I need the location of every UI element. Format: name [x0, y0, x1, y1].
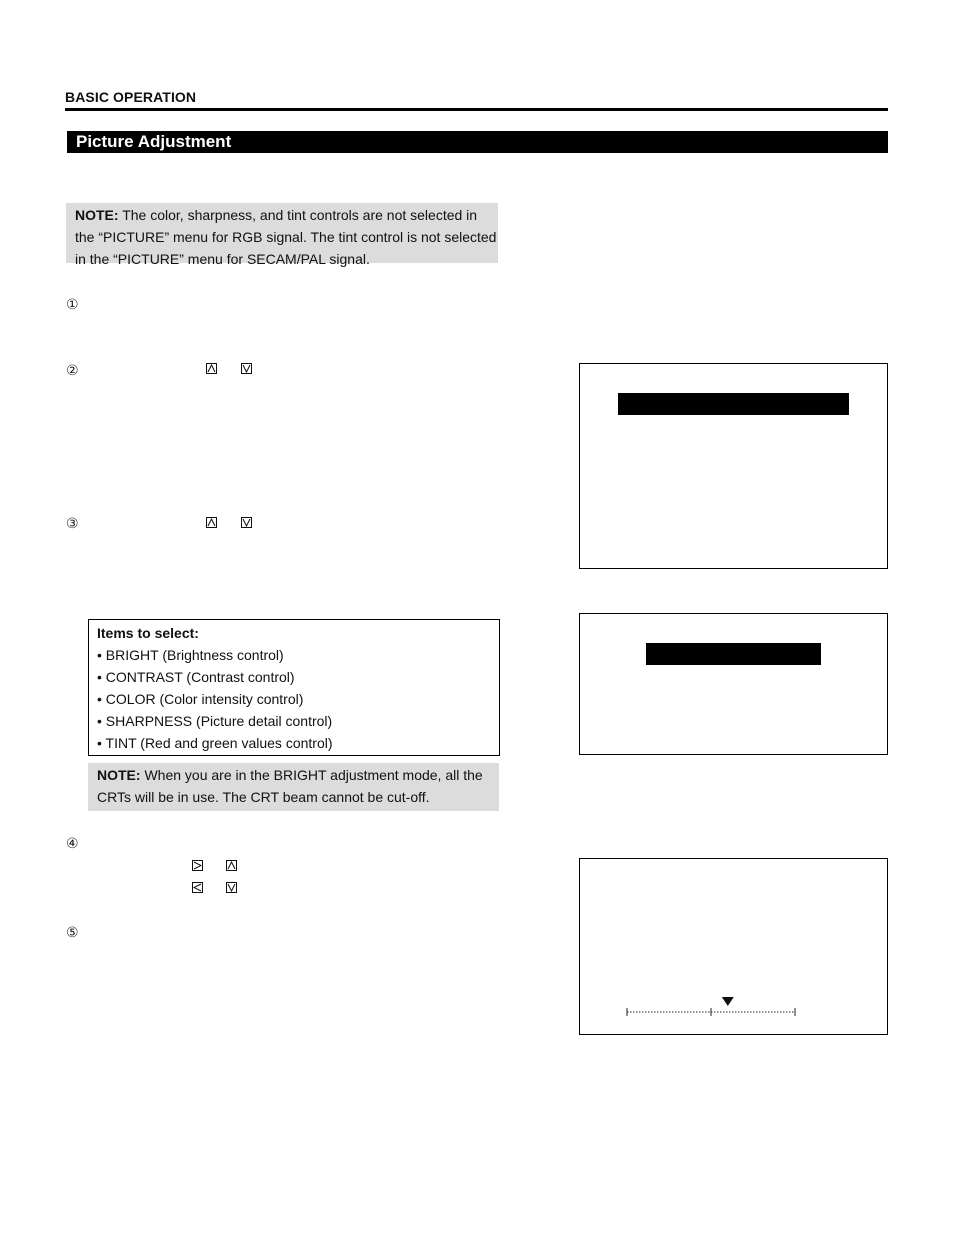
list-item: • TINT (Red and green values control) [97, 735, 333, 751]
down-arrow-icon [241, 517, 252, 528]
down-arrow-icon [226, 882, 237, 893]
list-item: • COLOR (Color intensity control) [97, 691, 304, 707]
title-bar [67, 131, 888, 153]
note-text: When you are in the BRIGHT adjustment mode, all the CRTs will be in use. The CRT beam cannot be cut-off. [97, 767, 483, 805]
up-arrow-icon [206, 517, 217, 528]
adjustment-screen-illustration [579, 858, 888, 1035]
step-5-marker: ⑤ [66, 924, 79, 940]
section-label: BASIC OPERATION [65, 89, 197, 105]
up-arrow-icon [206, 363, 217, 374]
down-arrow-icon [241, 363, 252, 374]
list-item: • SHARPNESS (Picture detail control) [97, 713, 333, 729]
step-1-marker: ① [66, 296, 79, 312]
note-label: NOTE: [75, 207, 119, 223]
note-bright-mode [88, 763, 499, 811]
up-arrow-icon [226, 860, 237, 871]
note-text: The color, sharpness, and tint controls are not selected in the “PICTURE” menu for RGB signal. The tint control is not selected in the “PICTURE” menu for SECAM/PAL signal. [75, 207, 497, 267]
page-title: Picture Adjustment [76, 132, 232, 151]
note-rgb-signal [66, 203, 498, 267]
note-label: NOTE: [97, 767, 141, 783]
step-4-marker: ④ [66, 835, 79, 851]
step-3-marker: ③ [66, 515, 79, 531]
list-item: • CONTRAST (Contrast control) [97, 669, 295, 685]
picture-menu-illustration [579, 613, 888, 755]
menu-screen-illustration [579, 363, 888, 569]
adjustment-bar [620, 989, 800, 1019]
left-arrow-icon [192, 882, 203, 893]
header-rule [65, 108, 888, 111]
menu-highlight-bar [646, 643, 821, 665]
items-title: Items to select: [97, 625, 199, 641]
step-2-marker: ② [66, 362, 79, 378]
items-to-select-box [88, 619, 500, 756]
level-pointer-icon [722, 997, 734, 1006]
list-item: • BRIGHT (Brightness control) [97, 647, 284, 663]
right-arrow-icon [192, 860, 203, 871]
menu-highlight-bar [618, 393, 849, 415]
